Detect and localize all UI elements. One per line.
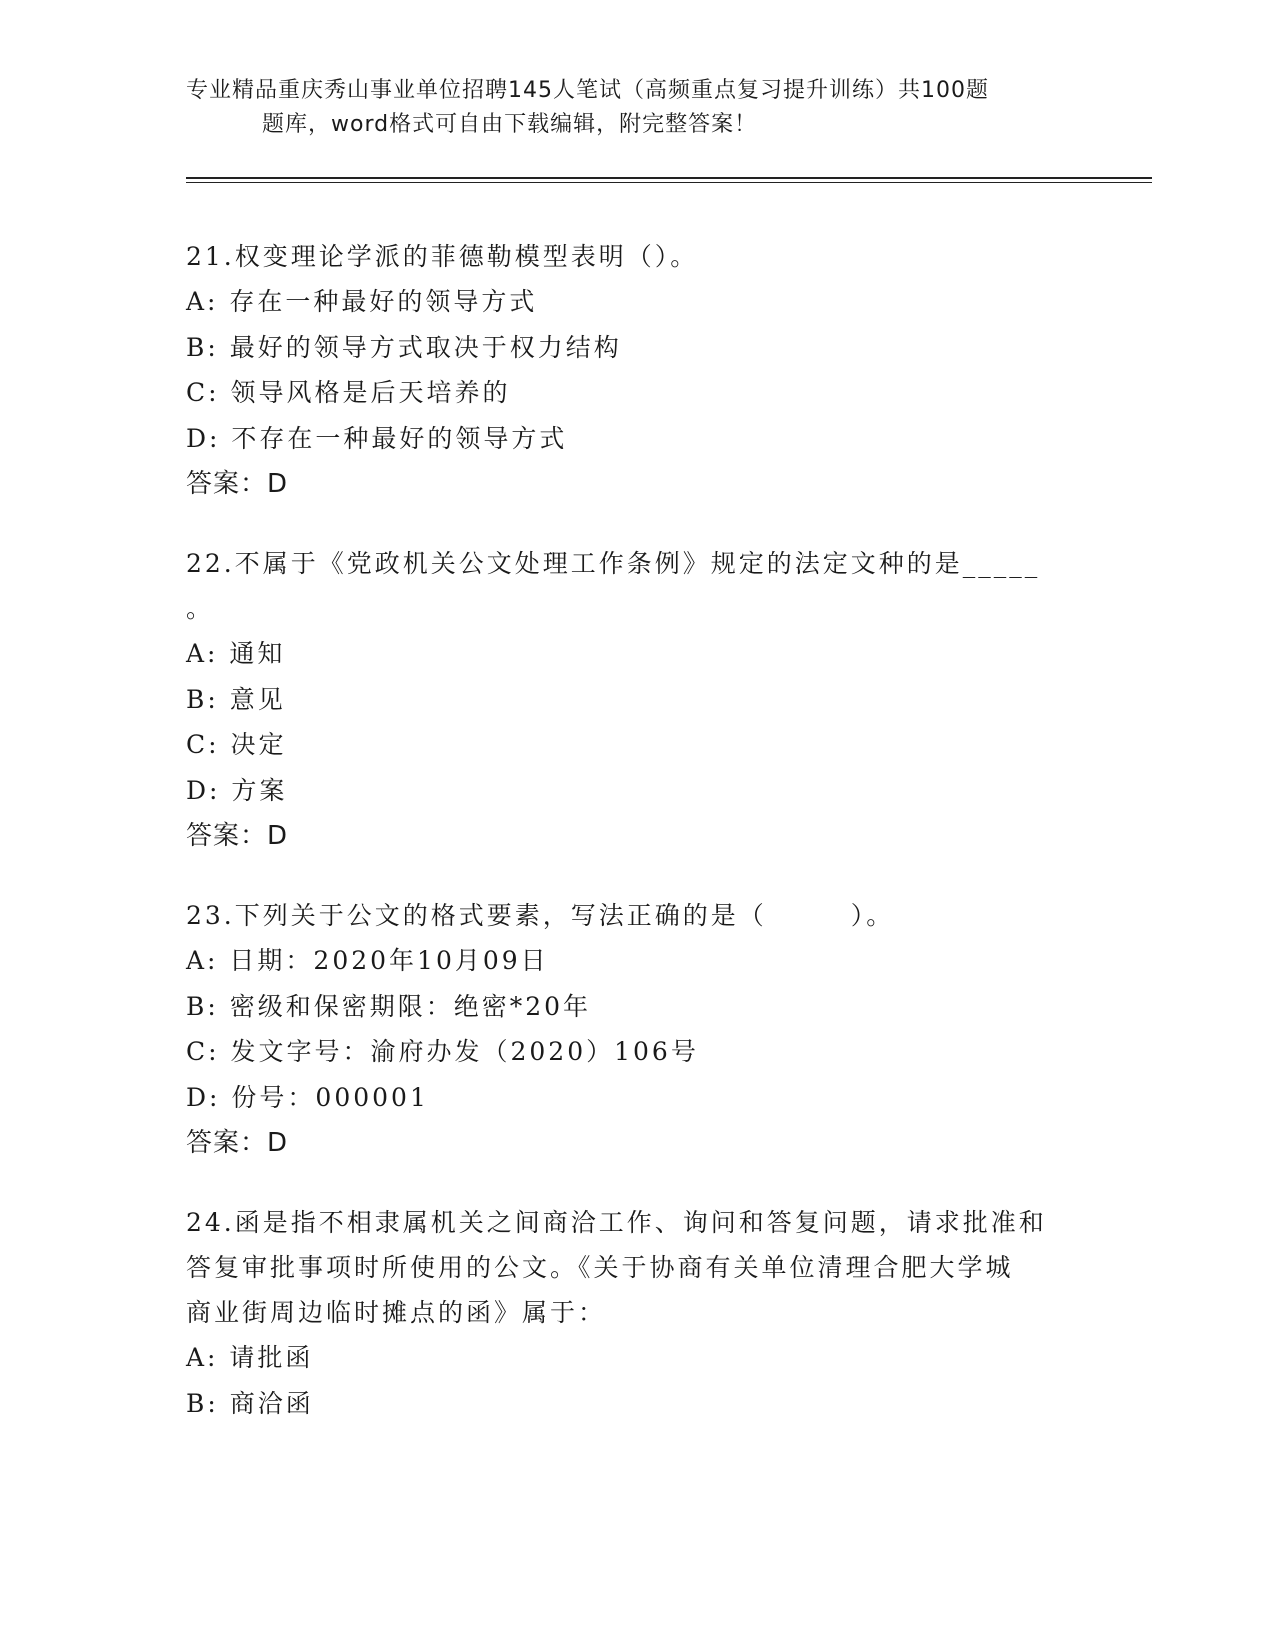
question-stem-line-2: 答复审批事项时所使用的公文。《关于协商有关单位清理合肥大学城: [186, 1253, 1014, 1282]
question-23: [186, 893, 1076, 1166]
option-a: A: 存在一种最好的领导方式: [186, 287, 538, 316]
question-stem: 21.权变理论学派的菲德勒模型表明（）。: [186, 242, 699, 271]
question-list: [186, 234, 1076, 1460]
option-c: C: 发文字号：渝府办发（2020）106号: [186, 1037, 699, 1066]
option-a: A: 日期：2020年10月09日: [186, 946, 549, 975]
option-c: C: 决定: [186, 730, 287, 759]
question-stem-line-3: 商业街周边临时摊点的函》属于：: [186, 1298, 607, 1327]
option-a: A: 请批函: [186, 1343, 314, 1372]
document-header: [186, 74, 1066, 142]
question-stem: 23.下列关于公文的格式要素，写法正确的是（ ）。: [186, 901, 895, 930]
option-d: D: 不存在一种最好的领导方式: [186, 423, 568, 453]
option-d: D: 份号：000001: [186, 1082, 429, 1112]
question-24: [186, 1200, 1076, 1426]
header-rule-thin: [186, 182, 1152, 183]
question-21: [186, 234, 1076, 507]
option-d: D: 方案: [186, 775, 288, 805]
header-rule-thick: [186, 177, 1152, 179]
option-b: B: 密级和保密期限：绝密*20年: [186, 991, 592, 1021]
answer: 答案：D: [186, 469, 289, 499]
answer: 答案：D: [186, 821, 289, 851]
header-line-1: 专业精品重庆秀山事业单位招聘145人笔试（高频重点复习提升训练）共100题: [186, 78, 989, 103]
question-stem-continuation: 。: [186, 594, 215, 623]
option-b: B: 意见: [186, 684, 286, 714]
option-b: B: 最好的领导方式取决于权力结构: [186, 332, 622, 362]
option-a: A: 通知: [186, 639, 286, 668]
option-b: B: 商洽函: [186, 1388, 314, 1418]
question-stem: 22.不属于《党政机关公文处理工作条例》规定的法定文种的是_____: [186, 549, 1041, 578]
header-line-2: 题库，word格式可自由下载编辑，附完整答案！: [262, 112, 758, 137]
question-22: [186, 541, 1076, 859]
answer: 答案：D: [186, 1128, 289, 1158]
question-stem-line-1: 24.函是指不相隶属机关之间商洽工作、询问和答复问题，请求批准和: [186, 1208, 1047, 1237]
option-c: C: 领导风格是后天培养的: [186, 378, 511, 407]
